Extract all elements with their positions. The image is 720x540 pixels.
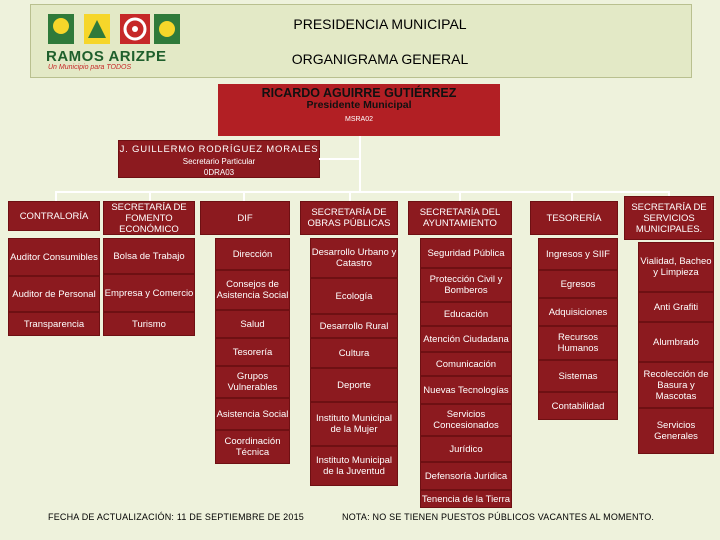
servicios-item: Vialidad, Bacheo y Limpieza [638,242,714,292]
obras-head: SECRETARÍA DE OBRAS PÚBLICAS [300,201,398,235]
president-name: RICARDO AGUIRRE GUTIÉRREZ [261,86,457,100]
president-code: MSRA02 [344,116,373,123]
obras-item: Cultura [310,338,398,368]
fomento-item: Empresa y Comercio [103,274,195,312]
tesoreria-head: TESORERÍA [530,201,618,235]
contraloria-head: CONTRALORÍA [8,201,100,231]
secretary-title: Secretario Particular [182,157,256,166]
fomento-item: Bolsa de Trabajo [103,238,195,274]
president-box [218,84,500,136]
connector-drop [243,191,245,201]
dif-item: Dirección [215,238,290,270]
ayuntamiento-item: Jurídico [420,436,512,462]
ayuntamiento-item: Servicios Concesionados [420,404,512,436]
connector-secretary [319,158,359,160]
ayuntamiento-item: Defensoría Jurídica [420,462,512,490]
tesoreria-item: Ingresos y SIIF [538,238,618,270]
ayuntamiento-head: SECRETARÍA DEL AYUNTAMIENTO [408,201,512,235]
fomento-item: Turismo [103,312,195,336]
secretary-code: 0DRA03 [203,168,235,177]
contraloria-item: Auditor Consumibles [8,238,100,276]
secretary-box [118,140,320,178]
obras-item: Desarrollo Rural [310,314,398,338]
logo-slogan: Un Municipio para TODOS [48,64,132,71]
footer-note: NOTA: NO SE TIENEN PUESTOS PÚBLICOS VACANTES AL MOMENTO. [342,512,655,522]
connector-trunk [359,136,361,192]
ayuntamiento-item: Comunicación [420,352,512,376]
dif-item: Consejos de Asistencia Social [215,270,290,310]
secretary-name: J. GUILLERMO RODRÍGUEZ MORALES [119,144,319,155]
logo-text: RAMOS ARIZPE [46,48,167,65]
ayuntamiento-item: Nuevas Tecnologías [420,376,512,404]
dif-item: Asistencia Social [215,398,290,430]
connector-drop [459,191,461,201]
ayuntamiento-item: Tenencia de la Tierra [420,490,512,508]
dif-item: Coordinación Técnica [215,430,290,464]
connector-drop [55,191,57,201]
servicios-item: Servicios Generales [638,408,714,454]
obras-item: Ecología [310,278,398,314]
servicios-item: Alumbrado [638,322,714,362]
servicios-head: SECRETARÍA DE SERVICIOS MUNICIPALES. [624,196,714,240]
tesoreria-item: Adquisiciones [538,298,618,326]
tesoreria-item: Recursos Humanos [538,326,618,360]
connector-drop [571,191,573,201]
tesoreria-item: Egresos [538,270,618,298]
obras-item: Instituto Municipal de la Mujer [310,402,398,446]
ramos-arizpe-logo [44,10,184,72]
footer-update-date: FECHA DE ACTUALIZACIÓN: 11 DE SEPTIEMBRE DE 2015 [48,512,305,522]
obras-item: Desarrollo Urbano y Catastro [310,238,398,278]
connector-horizontal [55,191,670,193]
dif-item: Tesorería [215,338,290,366]
tesoreria-item: Contabilidad [538,392,618,420]
ayuntamiento-item: Educación [420,302,512,326]
ayuntamiento-item: Atención Ciudadana [420,326,512,352]
servicios-item: Anti Grafiti [638,292,714,322]
contraloria-item: Auditor de Personal [8,276,100,312]
servicios-item: Recolección de Basura y Mascotas [638,362,714,408]
connector-drop [349,191,351,201]
fomento-head: SECRETARÍA DE FOMENTO ECONÓMICO [103,201,195,235]
tesoreria-item: Sistemas [538,360,618,392]
obras-item: Instituto Municipal de la Juventud [310,446,398,486]
dif-item: Salud [215,310,290,338]
connector-drop [149,191,151,201]
header-title: PRESIDENCIA MUNICIPAL [293,16,467,32]
contraloria-item: Transparencia [8,312,100,336]
ayuntamiento-item: Seguridad Pública [420,238,512,268]
dif-head: DIF [200,201,290,235]
obras-item: Deporte [310,368,398,402]
ayuntamiento-item: Protección Civil y Bomberos [420,268,512,302]
president-title: Presidente Municipal [306,99,412,111]
header-subtitle: ORGANIGRAMA GENERAL [291,51,469,67]
dif-item: Grupos Vulnerables [215,366,290,398]
